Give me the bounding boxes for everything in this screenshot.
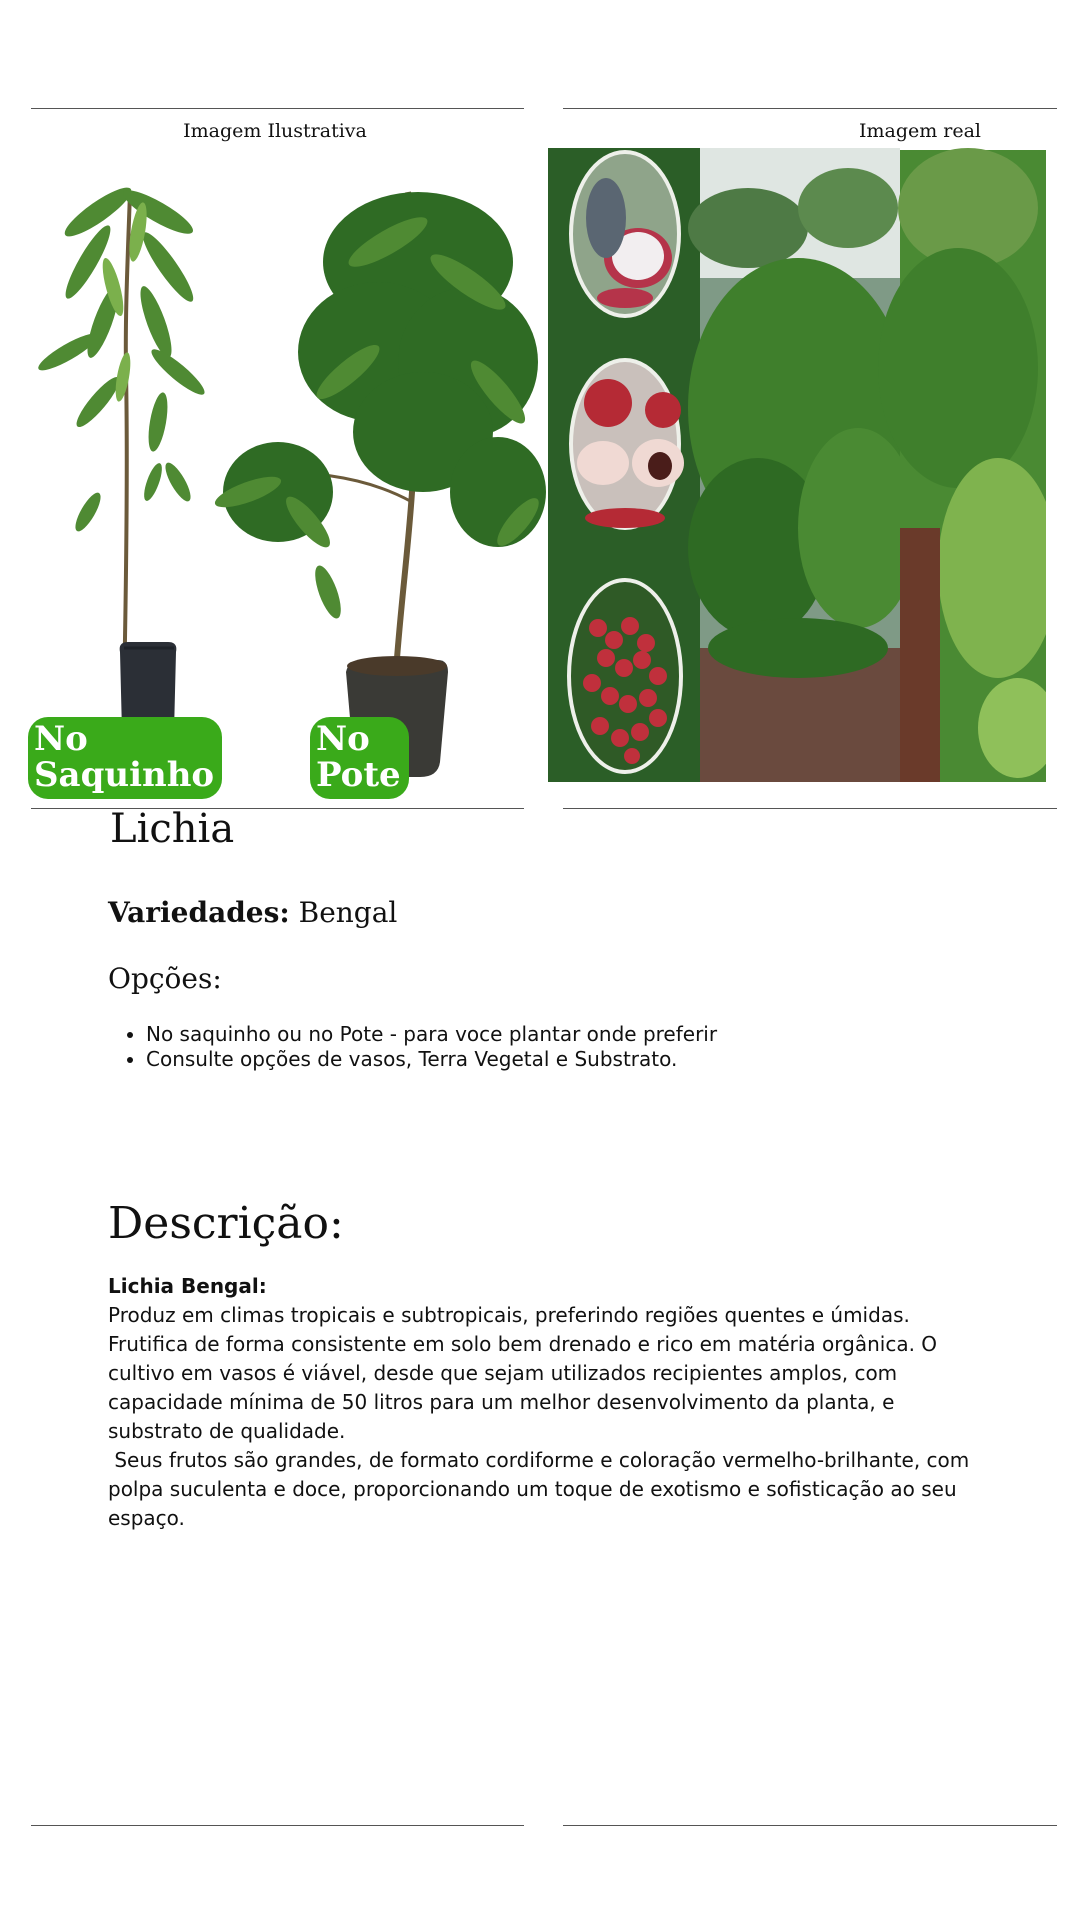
- description-body: [108, 1272, 988, 1533]
- nursery-photo-1: [688, 148, 918, 782]
- illustrative-image: [28, 172, 548, 802]
- pot-badge-line1: No: [316, 719, 370, 759]
- bottom-rule-right: [563, 1825, 1057, 1826]
- variety-label: Variedades:: [108, 896, 290, 929]
- option-item: • No saquinho ou no Pote - para voce plantar onde preferir: [146, 1022, 717, 1047]
- fruit-photo-peeled: [569, 150, 681, 318]
- seedling-in-pot: [212, 192, 546, 777]
- bag-badge-line1: No: [34, 719, 88, 759]
- top-rule-left: [31, 108, 524, 109]
- bag-badge: [28, 717, 222, 799]
- bag-badge-line2: Saquinho: [34, 755, 215, 795]
- pot-badge-line2: Pote: [316, 755, 401, 795]
- description-paragraph-1: Produz em climas tropicais e subtropicais, preferindo regiões quentes e úmidas. Frutifica de forma consistente em solo bem drenado e rico em matéria orgânica. O cultivo em vasos é viável, desde que sejam utilizados recipientes amplos, com capacidade mínima de 50 litros para um melhor desenvolvimento da planta, e substrato de qualidade.: [108, 1303, 938, 1443]
- seedling-in-bag: [35, 181, 210, 742]
- description-heading: Descrição:: [108, 1198, 344, 1249]
- mid-rule-right: [563, 808, 1057, 809]
- bottom-rule-left: [31, 1825, 524, 1826]
- real-image-collage: [548, 148, 1046, 782]
- nursery-photo-2: [878, 148, 1046, 782]
- description-subtitle: Lichia Bengal:: [108, 1274, 267, 1298]
- fruit-photo-cluster: [567, 578, 683, 774]
- mid-rule-left: [31, 808, 524, 809]
- caption-real: Imagem real: [858, 120, 982, 142]
- variety-line: [108, 896, 397, 929]
- option-item: • Consulte opções de vasos, Terra Vegetal e Substrato.: [146, 1047, 717, 1072]
- seedlings-illustration: [28, 172, 548, 802]
- options-list: [108, 1022, 717, 1072]
- product-title: Lichia: [110, 806, 235, 852]
- pot-badge: [310, 717, 409, 799]
- options-heading: Opções:: [108, 962, 222, 995]
- description-paragraph-2: Seus frutos são grandes, de formato cordiforme e coloração vermelho-brilhante, com polpa suculenta e doce, proporcionando um toque de exotismo e sofisticação ao seu espaço.: [108, 1448, 976, 1530]
- top-rule-right: [563, 108, 1057, 109]
- real-photos: [548, 148, 1046, 782]
- caption-illustrative: Imagem Ilustrativa: [183, 120, 367, 142]
- variety-value: Bengal: [298, 896, 398, 929]
